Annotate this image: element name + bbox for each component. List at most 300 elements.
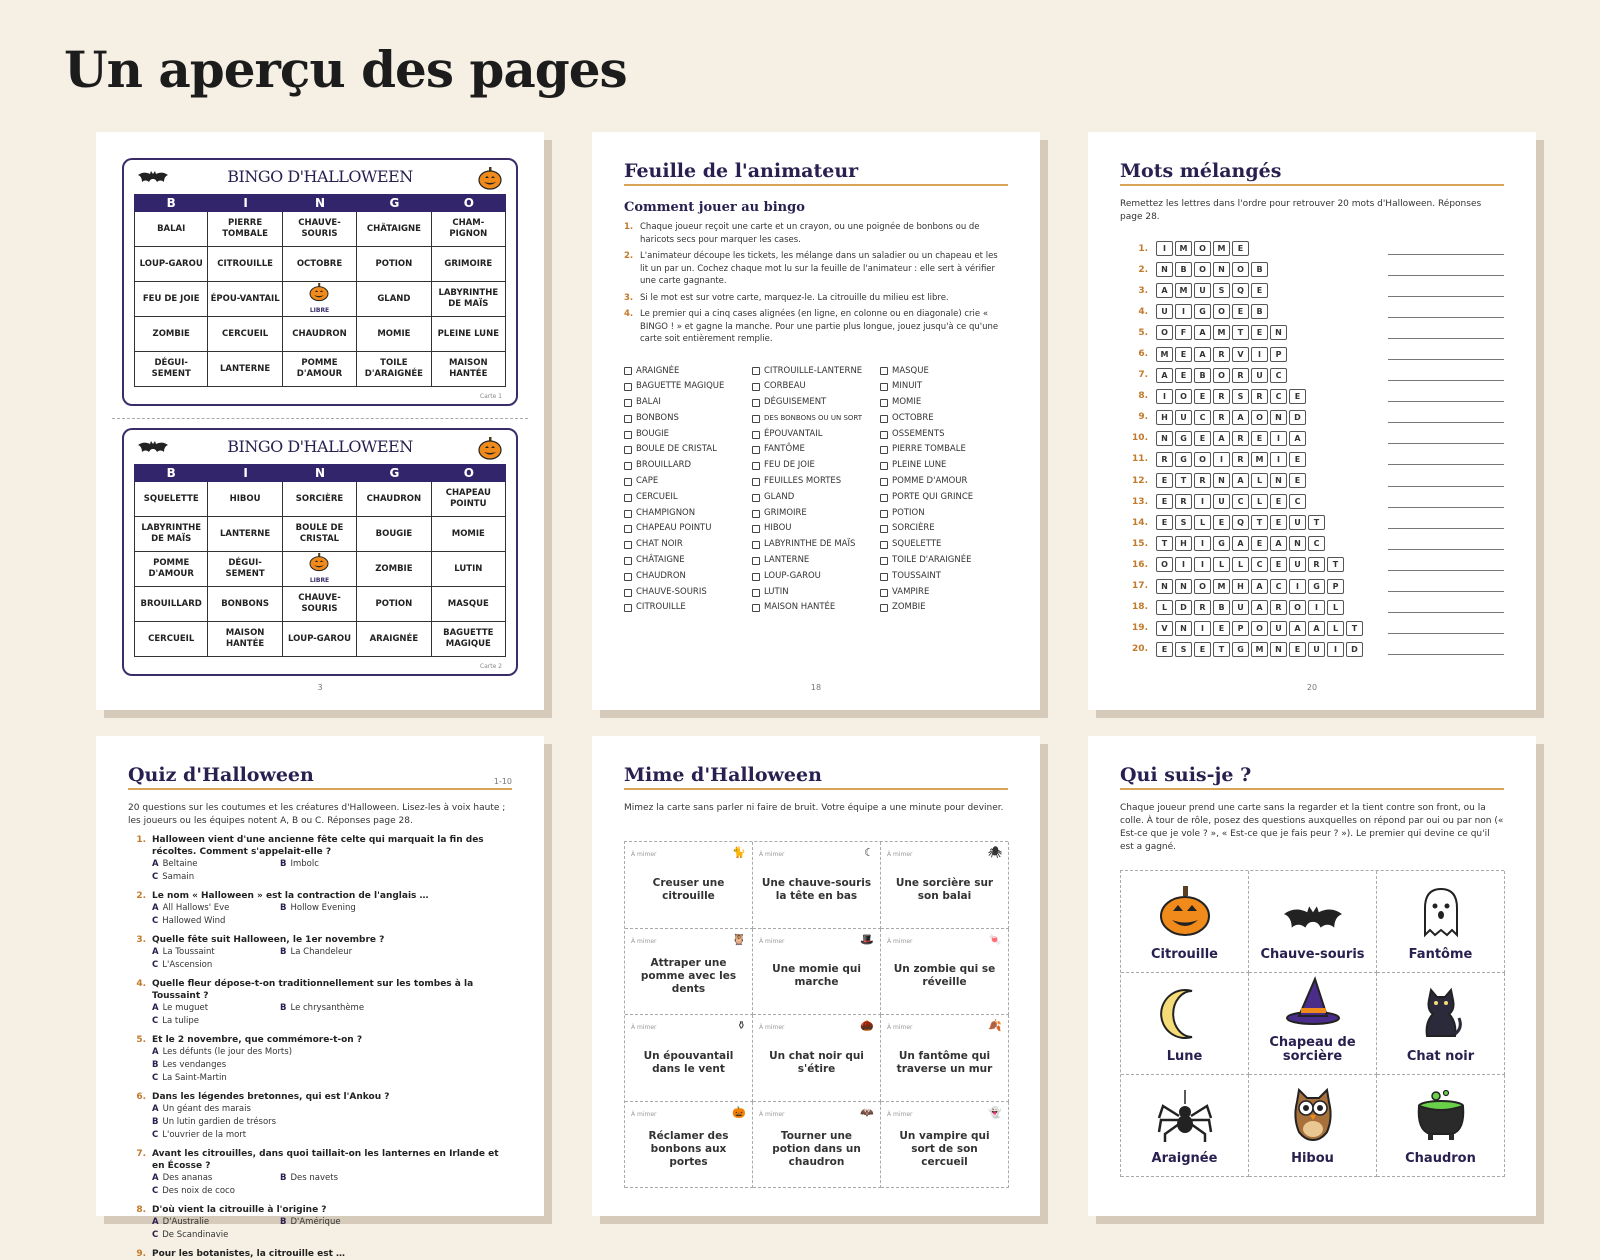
option-letter: B — [280, 1217, 287, 1227]
option-text: L'Ascension — [162, 960, 213, 970]
ghost-icon — [1421, 886, 1461, 948]
checkbox — [880, 494, 888, 502]
letter-tile: E — [1270, 515, 1287, 530]
letter-tile: R — [1213, 410, 1230, 425]
answer-option — [152, 959, 272, 972]
scramble-row — [1120, 407, 1504, 428]
page-title — [128, 764, 512, 790]
checklist-label: MASQUE — [892, 365, 929, 376]
letter-tile: R — [1213, 347, 1230, 362]
pumpkin-icon — [478, 436, 502, 460]
question-number: 4. — [136, 979, 146, 989]
scramble-row — [1120, 428, 1504, 449]
letter-tile: U — [1232, 600, 1249, 615]
answer-options — [128, 1216, 512, 1242]
bingo-cell: POMME D'AMOUR — [283, 352, 357, 387]
letter-tiles — [1156, 283, 1388, 298]
quiz-question — [128, 978, 512, 1028]
option-text: Un lutin gardien de trésors — [162, 1117, 277, 1127]
answer-options — [128, 858, 512, 884]
checklist-label: CITROUILLE — [636, 602, 686, 613]
letter-tile: R — [1308, 557, 1325, 572]
option-text: D'Australie — [162, 1217, 210, 1227]
letter-tile: M — [1156, 347, 1173, 362]
option-letter: C — [152, 1016, 159, 1026]
bingo-title: BINGO D'HALLOWEEN — [227, 167, 413, 186]
checklist-label: CHAUVE-SOURIS — [636, 586, 707, 597]
answer-line — [1388, 622, 1504, 634]
mime-label: À mimer — [759, 1110, 785, 1118]
answer-options — [128, 1103, 512, 1142]
option-letter: A — [152, 1003, 159, 1013]
checkbox — [752, 431, 760, 439]
page-title: Mime d'Halloween — [624, 764, 1008, 790]
bingo-cell: LABYRINTHE DE MAÏS — [432, 282, 506, 317]
character-card — [1249, 973, 1377, 1075]
checklist-label: CORBEAU — [764, 381, 806, 392]
letter-tiles — [1156, 473, 1388, 488]
checklist-item — [624, 364, 752, 380]
moon-icon: ☾ — [864, 846, 874, 859]
bingo-cell: LANTERNE — [208, 517, 282, 552]
question-text — [128, 1248, 512, 1260]
letter-tile: B — [1175, 262, 1192, 277]
letter-tile: T — [1308, 515, 1325, 530]
checkbox — [752, 494, 760, 502]
letter-tile: L — [1251, 473, 1268, 488]
instruction-step — [624, 292, 1008, 305]
pumpkin-icon — [1158, 884, 1212, 948]
character-name: Chaudron — [1405, 1151, 1476, 1166]
character-name: Fantôme — [1408, 947, 1473, 962]
checkbox — [752, 415, 760, 423]
checklist-item — [752, 521, 880, 537]
letter-tile: T — [1346, 621, 1363, 636]
checkbox — [624, 446, 632, 454]
bingo-cell: GLAND — [357, 282, 431, 317]
option-letter: A — [152, 903, 159, 913]
bat-icon — [138, 170, 168, 184]
letter-tile: U — [1251, 368, 1268, 383]
character-name: Chauve-souris — [1260, 947, 1365, 962]
option-letter: C — [152, 1130, 159, 1140]
mime-text: Un chat noir qui s'étire — [769, 1049, 864, 1075]
bingo-card-2 — [122, 428, 518, 676]
letter-tile: N — [1213, 473, 1230, 488]
letter-tile: L — [1327, 600, 1344, 615]
letter-tile: E — [1194, 389, 1211, 404]
checklist-label: CAPE — [636, 476, 659, 487]
letter-tile: E — [1289, 642, 1306, 657]
answer-option — [280, 1172, 400, 1185]
letter-tile: O — [1213, 368, 1230, 383]
scramble-number: 13. — [1132, 496, 1148, 507]
checklist-item — [880, 427, 1000, 443]
scramble-number: 14. — [1132, 517, 1148, 528]
bingo-cell: LANTERNE — [208, 352, 282, 387]
letter-tile: L — [1327, 621, 1344, 636]
quiz-question — [128, 834, 512, 884]
letter-tile: I — [1175, 304, 1192, 319]
checklist-item — [880, 537, 1000, 553]
checklist-label: OCTOBRE — [892, 412, 934, 423]
answer-line — [1388, 306, 1504, 318]
answer-line — [1388, 580, 1504, 592]
option-text: La tulipe — [162, 1016, 199, 1026]
checkbox — [880, 462, 888, 470]
scramble-number: 8. — [1138, 391, 1148, 402]
bingo-letter: G — [357, 194, 431, 212]
letter-tile: E — [1175, 368, 1192, 383]
checklist-label: PORTE QUI GRINCE — [892, 491, 974, 502]
letter-tile: N — [1175, 579, 1192, 594]
letter-tile: D — [1289, 410, 1306, 425]
bingo-cell: MAISON HANTÉE — [432, 352, 506, 387]
bingo-cell: POTION — [357, 587, 431, 622]
letter-tile: V — [1232, 347, 1249, 362]
checkbox — [752, 573, 760, 581]
letter-tile: I — [1213, 452, 1230, 467]
checklist-item — [624, 569, 752, 585]
checklist-label: FANTÔME — [764, 444, 805, 455]
option-text: Beltaine — [162, 859, 198, 869]
checklist-label: LOUP-GAROU — [764, 570, 821, 581]
letter-tile: A — [1251, 579, 1268, 594]
letter-tile: O — [1156, 325, 1173, 340]
letter-tile: E — [1251, 536, 1268, 551]
checklist-item — [752, 474, 880, 490]
checklist-item — [624, 427, 752, 443]
checklist-label: PIERRE TOMBALE — [892, 444, 966, 455]
instruction-step — [624, 221, 1008, 246]
free-label: LIBRE — [309, 306, 330, 314]
letter-tile: Q — [1232, 283, 1249, 298]
pumpkin-icon — [309, 553, 329, 575]
letter-tiles — [1156, 536, 1388, 551]
answer-line — [1388, 411, 1504, 423]
bingo-cell: CHAUDRON — [283, 317, 357, 352]
card-label: Carte 1 — [479, 393, 502, 400]
checklist-item — [752, 537, 880, 553]
checklist-item — [752, 364, 880, 380]
bingo-cell: LABYRINTHE DE MAÏS — [134, 517, 208, 552]
leaf-icon: 🍂 — [988, 1019, 1002, 1032]
bingo-cell: FEU DE JOIE — [134, 282, 208, 317]
checklist-item — [752, 600, 880, 616]
checkbox — [624, 573, 632, 581]
letter-tile: H — [1175, 536, 1192, 551]
mime-card — [625, 929, 753, 1016]
scramble-number: 12. — [1132, 475, 1148, 486]
mime-card — [753, 842, 881, 929]
answer-option — [280, 1002, 400, 1015]
bingo-cell: CHAPEAU POINTU — [432, 482, 506, 517]
cauldron-icon — [1414, 1090, 1468, 1152]
character-card — [1377, 871, 1505, 973]
checkbox — [624, 557, 632, 565]
quiz-question — [128, 1034, 512, 1085]
mime-text: Une momie qui marche — [772, 963, 861, 989]
bingo-cell: ARAIGNÉE — [357, 622, 431, 657]
character-name: Hibou — [1291, 1151, 1334, 1166]
checkbox — [752, 478, 760, 486]
word-list — [1120, 238, 1504, 660]
acorn-icon: 🌰 — [860, 1019, 874, 1032]
bingo-cell: DÉGUI-SEMENT — [208, 552, 282, 587]
letter-tile: D — [1175, 600, 1192, 615]
scramble-row — [1120, 280, 1504, 301]
character-name: Araignée — [1151, 1151, 1218, 1166]
checklist-item — [752, 395, 880, 411]
cut-line — [112, 418, 528, 419]
question-text — [128, 934, 512, 946]
mime-card — [753, 929, 881, 1016]
answer-option — [280, 1216, 400, 1229]
letter-tile: E — [1156, 473, 1173, 488]
letter-tile: L — [1232, 557, 1249, 572]
checklist-item — [624, 506, 752, 522]
checklist-item — [880, 490, 1000, 506]
answer-option — [280, 946, 400, 959]
checklist-item — [752, 585, 880, 601]
letter-tiles — [1156, 621, 1388, 636]
quiz-question — [128, 1148, 512, 1198]
letter-tile: I — [1270, 431, 1287, 446]
checklist-item — [880, 600, 1000, 616]
checklist-label: ARAIGNÉE — [636, 365, 680, 376]
option-letter: B — [280, 947, 287, 957]
letter-tile: U — [1270, 621, 1287, 636]
answer-options — [128, 946, 512, 972]
bingo-cell: BOULE DE CRISTAL — [283, 517, 357, 552]
letter-tile: R — [1213, 389, 1230, 404]
question-number: 3. — [136, 935, 146, 945]
checklist-item — [752, 569, 880, 585]
scramble-number: 15. — [1132, 538, 1148, 549]
bat-icon: 🦇 — [860, 1105, 874, 1119]
letter-tile: S — [1175, 515, 1192, 530]
checkbox — [624, 383, 632, 391]
letter-tile: U — [1194, 283, 1211, 298]
letter-tiles — [1156, 389, 1388, 404]
checklist-item — [624, 521, 752, 537]
quiz-question — [128, 934, 512, 972]
checklist-label: VAMPIRE — [892, 586, 930, 597]
mime-label: À mimer — [631, 1110, 657, 1118]
letter-tile: R — [1232, 368, 1249, 383]
checklist-label: CHÂTAIGNE — [636, 555, 685, 566]
letter-tile: R — [1232, 431, 1249, 446]
question-label: Halloween vient d'une ancienne fête celte qui marquait la fin des récoltes. Comment s'appelait-elle ? — [152, 835, 484, 857]
letter-tile: S — [1213, 283, 1230, 298]
character-name: Chat noir — [1406, 1049, 1475, 1064]
letter-tile: G — [1194, 304, 1211, 319]
letter-tile: T — [1232, 325, 1249, 340]
checklist — [624, 364, 1008, 617]
letter-tile: I — [1327, 642, 1344, 657]
checklist-item — [752, 490, 880, 506]
question-label: Quelle fleur dépose-t-on traditionnellement sur les tombes à la Toussaint ? — [152, 979, 474, 1001]
answer-option — [152, 1172, 272, 1185]
checklist-column — [880, 364, 1000, 617]
intro-text: Mimez la carte sans parler ni faire de bruit. Votre équipe a une minute pour deviner. — [624, 803, 1004, 813]
letter-tile: H — [1232, 579, 1249, 594]
checkbox — [624, 494, 632, 502]
bingo-cell: DÉGUI-SEMENT — [134, 352, 208, 387]
letter-tile: E — [1251, 325, 1268, 340]
mime-label: À mimer — [759, 851, 785, 858]
option-text: Les défunts (le jour des Morts) — [162, 1047, 293, 1057]
letter-tile: E — [1289, 452, 1306, 467]
answer-options — [128, 1002, 512, 1028]
checklist-item — [880, 411, 1000, 427]
character-card — [1121, 871, 1249, 973]
free-label: LIBRE — [309, 576, 330, 584]
question-number: 9. — [136, 1249, 146, 1259]
checkbox — [752, 446, 760, 454]
letter-tile: C — [1289, 494, 1306, 509]
checkbox — [752, 557, 760, 565]
scramble-number: 5. — [1138, 327, 1148, 338]
checklist-label: CHAMPIGNON — [636, 507, 696, 518]
checkbox — [752, 367, 760, 375]
checklist-label: TOILE D'ARAIGNÉE — [892, 555, 972, 566]
letter-tile: B — [1213, 600, 1230, 615]
checklist-label: GLAND — [764, 491, 795, 502]
question-text — [128, 1204, 512, 1216]
checklist-item — [880, 364, 1000, 380]
letter-tile: C — [1308, 536, 1325, 551]
question-number: 5. — [136, 1035, 146, 1045]
character-name: Lune — [1166, 1049, 1203, 1064]
page-title: Qui suis-je ? — [1120, 764, 1504, 790]
page-number: 20 — [1306, 683, 1318, 692]
answer-line — [1388, 475, 1504, 487]
letter-tile: A — [1289, 621, 1306, 636]
cauldron-icon: ⚱ — [736, 1019, 746, 1032]
letter-tile: B — [1251, 262, 1268, 277]
checklist-item — [752, 379, 880, 395]
quiz-question — [128, 1091, 512, 1142]
checklist-item — [752, 427, 880, 443]
scramble-number: 19. — [1132, 623, 1148, 634]
checklist-label: LUTIN — [764, 586, 789, 597]
letter-tiles — [1156, 600, 1388, 615]
answer-option — [152, 858, 272, 871]
checkbox — [624, 415, 632, 423]
mime-card — [881, 1015, 1009, 1102]
checklist-item — [880, 395, 1000, 411]
scramble-number: 18. — [1132, 602, 1148, 613]
letter-tile: L — [1156, 600, 1173, 615]
mime-card — [753, 1015, 881, 1102]
letter-tile: G — [1308, 579, 1325, 594]
checkbox — [752, 525, 760, 533]
owl-icon: 🦉 — [732, 932, 746, 946]
question-text — [128, 1148, 512, 1172]
page-mots-melanges — [1088, 132, 1536, 710]
answer-option — [152, 902, 272, 915]
letter-tiles — [1156, 557, 1388, 572]
option-letter: B — [280, 859, 287, 869]
checkbox — [752, 541, 760, 549]
letter-tile: E — [1289, 473, 1306, 488]
letter-tiles — [1156, 579, 1388, 594]
page-qui-suis-je — [1088, 736, 1536, 1216]
scramble-row — [1120, 554, 1504, 575]
option-letter: C — [152, 1073, 159, 1083]
letter-tile: E — [1270, 494, 1287, 509]
letter-tile: L — [1251, 494, 1268, 509]
question-text — [128, 978, 512, 1002]
letter-tiles — [1156, 368, 1388, 383]
bingo-cell: POMME D'AMOUR — [134, 552, 208, 587]
letter-tile: G — [1175, 452, 1192, 467]
letter-tile: E — [1232, 304, 1249, 319]
mime-label: À mimer — [631, 851, 657, 858]
checklist-item — [624, 458, 752, 474]
bingo-cell: MASQUE — [432, 587, 506, 622]
letter-tile: E — [1213, 515, 1230, 530]
letter-tile: E — [1194, 431, 1211, 446]
checkbox — [880, 541, 888, 549]
checkbox — [880, 557, 888, 565]
letter-tile: B — [1251, 304, 1268, 319]
mime-card — [881, 842, 1009, 929]
letter-tile: A — [1232, 536, 1249, 551]
moon-icon — [1162, 988, 1208, 1050]
letter-tile: I — [1194, 494, 1211, 509]
letter-tile: B — [1194, 368, 1211, 383]
letter-tile: G — [1232, 642, 1249, 657]
bingo-cell: BALAI — [134, 212, 208, 247]
mime-text: Un vampire qui sort de son cercueil — [899, 1129, 990, 1168]
step-number: 4. — [624, 309, 634, 319]
answer-option — [280, 858, 400, 871]
scramble-number: 4. — [1138, 306, 1148, 317]
answer-line — [1388, 264, 1504, 276]
checkbox — [624, 478, 632, 486]
option-letter: C — [152, 1230, 159, 1240]
question-text — [128, 1034, 512, 1046]
letter-tiles — [1156, 452, 1388, 467]
letter-tile: F — [1175, 325, 1192, 340]
checklist-item — [880, 442, 1000, 458]
witch-hat-icon: 🎩 — [860, 932, 874, 946]
instruction-step — [624, 250, 1008, 288]
checklist-label: BONBONS — [636, 412, 679, 423]
character-card — [1377, 973, 1505, 1075]
letter-tile: A — [1156, 283, 1173, 298]
mime-label: À mimer — [631, 1024, 657, 1031]
letter-tile: U — [1308, 642, 1325, 657]
letter-tile: E — [1289, 389, 1306, 404]
bingo-cell: CHAM-PIGNON — [432, 212, 506, 247]
option-letter: A — [152, 1173, 159, 1183]
bingo-cell: ZOMBIE — [134, 317, 208, 352]
checklist-label: CITROUILLE-LANTERNE — [764, 365, 863, 376]
checklist-label: BOUGIE — [636, 428, 670, 439]
checkbox — [624, 525, 632, 533]
answer-option — [152, 1002, 272, 1015]
cat-icon — [1419, 988, 1463, 1050]
option-letter: B — [280, 903, 287, 913]
bingo-letter: G — [357, 464, 431, 482]
letter-tile: P — [1270, 347, 1287, 362]
letter-tile: C — [1270, 579, 1287, 594]
letter-tile: E — [1251, 431, 1268, 446]
letter-tile: E — [1270, 557, 1287, 572]
